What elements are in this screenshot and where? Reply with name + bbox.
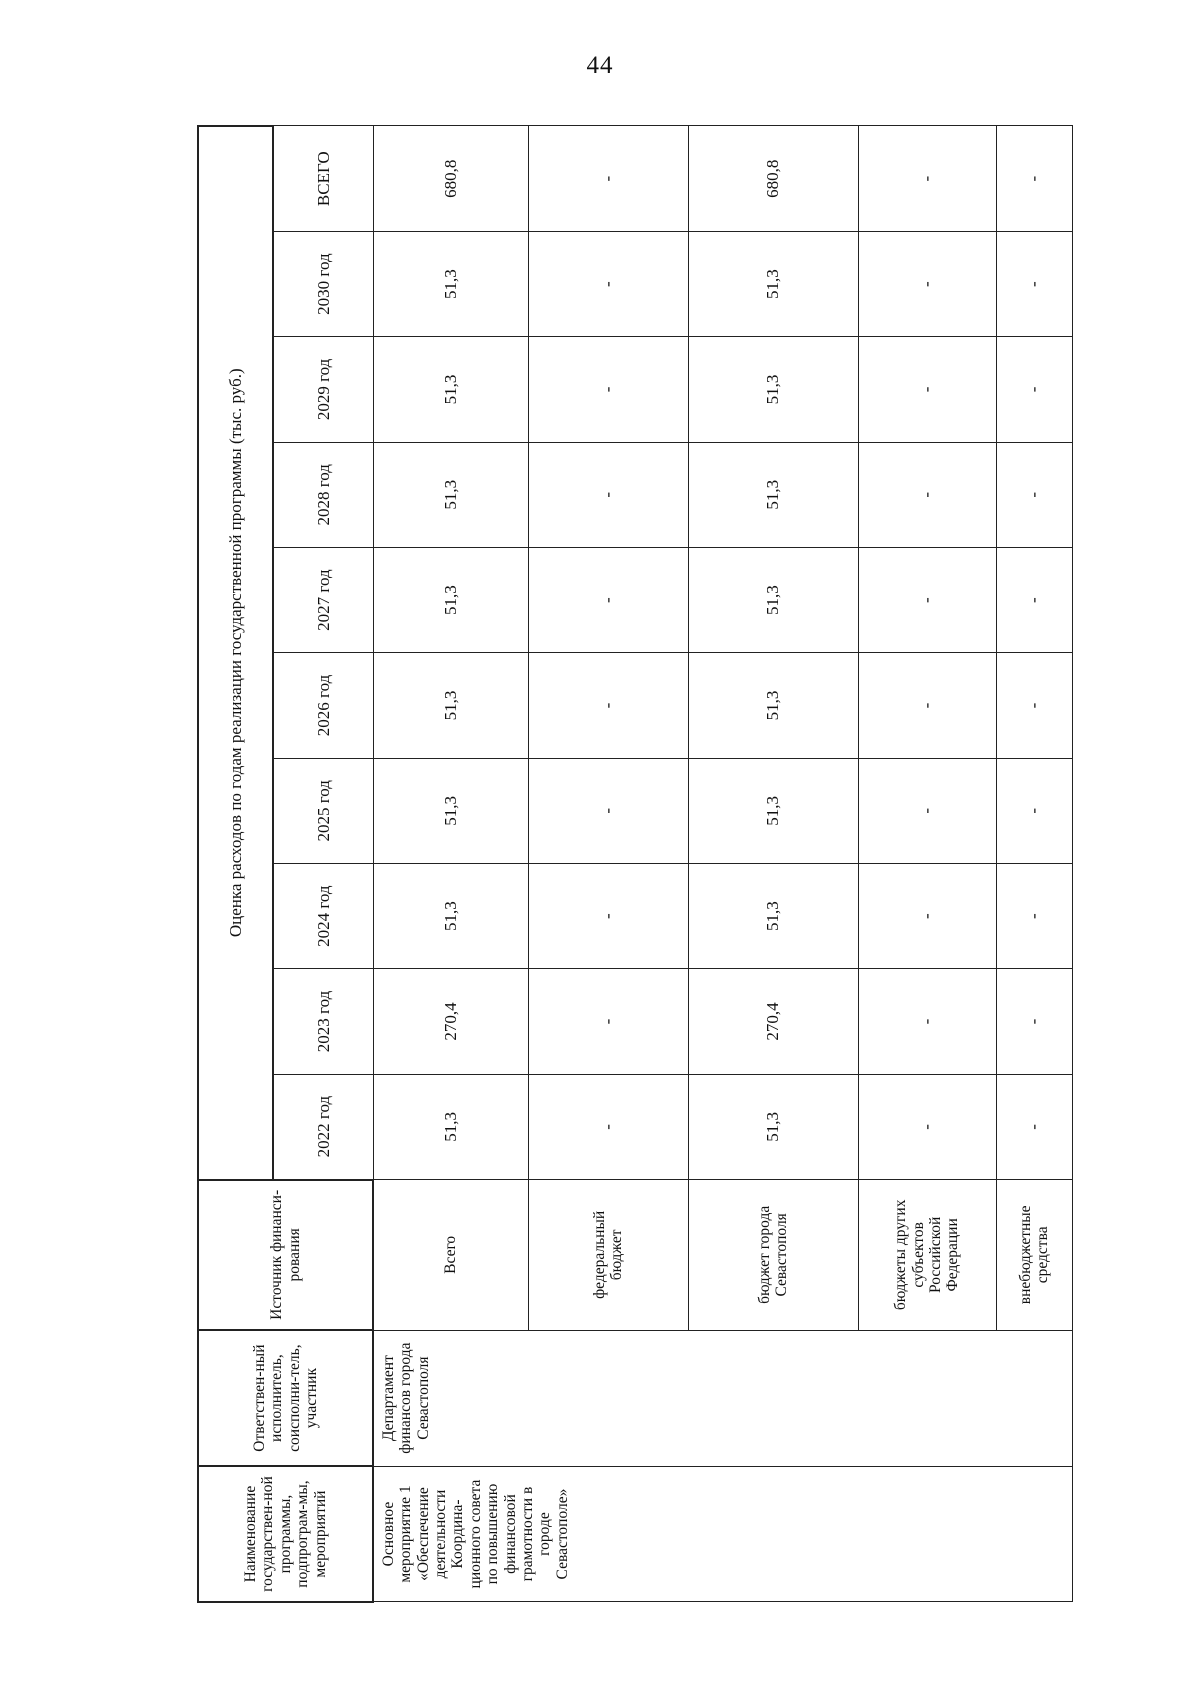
value-cell: 51,3: [688, 863, 858, 968]
header-responsible: Ответствен-ный исполнитель, соисполни-тель, участник: [198, 1330, 373, 1466]
header-year: 2026 год: [273, 653, 373, 758]
value-cell: -: [858, 653, 996, 758]
source-cell: федеральный бюджет: [528, 1180, 688, 1331]
source-cell: бюджет города Севастополя: [688, 1180, 858, 1331]
header-row-group: [198, 126, 273, 1602]
source-cell: бюджеты других субъектов Российской Федерации: [858, 1180, 996, 1331]
header-year: 2025 год: [273, 758, 373, 863]
value-cell: 51,3: [688, 337, 858, 442]
total-cell: -: [858, 126, 996, 231]
value-cell: -: [528, 231, 688, 336]
value-cell: 51,3: [373, 758, 528, 863]
value-cell: -: [858, 863, 996, 968]
value-cell: 51,3: [688, 653, 858, 758]
header-year: 2023 год: [273, 969, 373, 1074]
value-cell: -: [528, 969, 688, 1074]
value-cell: 51,3: [688, 1074, 858, 1179]
value-cell: -: [528, 337, 688, 442]
value-cell: -: [996, 231, 1072, 336]
value-cell: -: [858, 442, 996, 547]
value-cell: 270,4: [373, 969, 528, 1074]
value-cell: 51,3: [373, 863, 528, 968]
value-cell: -: [996, 863, 1072, 968]
value-cell: 51,3: [373, 337, 528, 442]
value-cell: -: [858, 231, 996, 336]
value-cell: 51,3: [373, 547, 528, 652]
value-cell: 51,3: [688, 547, 858, 652]
value-cell: -: [858, 337, 996, 442]
value-cell: -: [528, 547, 688, 652]
source-cell: внебюджетные средства: [996, 1180, 1072, 1331]
value-cell: -: [996, 1074, 1072, 1179]
budget-table-frame: [197, 125, 1071, 1603]
page-number: 44: [586, 52, 614, 79]
activity-responsible-cell: Департамент финансов города Севастополя: [373, 1330, 1072, 1466]
value-cell: -: [996, 337, 1072, 442]
value-cell: 51,3: [373, 1074, 528, 1179]
value-cell: -: [528, 863, 688, 968]
value-cell: 51,3: [688, 758, 858, 863]
source-cell: Всего: [373, 1180, 528, 1331]
header-year: 2028 год: [273, 442, 373, 547]
value-cell: -: [858, 1074, 996, 1179]
value-cell: 51,3: [688, 231, 858, 336]
value-cell: -: [858, 547, 996, 652]
value-cell: -: [528, 653, 688, 758]
total-cell: 680,8: [688, 126, 858, 231]
value-cell: 51,3: [688, 442, 858, 547]
header-year: 2024 год: [273, 863, 373, 968]
value-cell: -: [996, 969, 1072, 1074]
total-cell: -: [528, 126, 688, 231]
activity-name-cell: Основное мероприятие 1 «Обеспечение деятельности Координа-ционного совета по повышению финансовой грамотности в городе Севастополе»: [373, 1466, 1072, 1602]
value-cell: -: [858, 969, 996, 1074]
total-cell: 680,8: [373, 126, 528, 231]
budget-table: [197, 125, 1073, 1603]
value-cell: -: [528, 758, 688, 863]
total-cell: -: [996, 126, 1072, 231]
rotated-table-container: [197, 125, 1071, 1603]
header-name: Наименование государствен-ной программы, подпрограм-мы, мероприятий: [198, 1466, 373, 1602]
header-year: 2022 год: [273, 1074, 373, 1179]
header-source: Источник финанси-рования: [198, 1180, 373, 1331]
value-cell: -: [996, 547, 1072, 652]
value-cell: -: [858, 758, 996, 863]
value-cell: -: [996, 758, 1072, 863]
header-year: 2029 год: [273, 337, 373, 442]
value-cell: 51,3: [373, 231, 528, 336]
value-cell: 51,3: [373, 653, 528, 758]
value-cell: -: [996, 653, 1072, 758]
value-cell: -: [996, 442, 1072, 547]
value-cell: 51,3: [373, 442, 528, 547]
value-cell: 270,4: [688, 969, 858, 1074]
header-total: ВСЕГО: [273, 126, 373, 231]
header-expense-group: Оценка расходов по годам реализации государственной программы (тыс. руб.): [198, 126, 273, 1180]
header-year: 2030 год: [273, 231, 373, 336]
header-year: 2027 год: [273, 547, 373, 652]
table-row: [373, 126, 528, 1602]
value-cell: -: [528, 1074, 688, 1179]
value-cell: -: [528, 442, 688, 547]
